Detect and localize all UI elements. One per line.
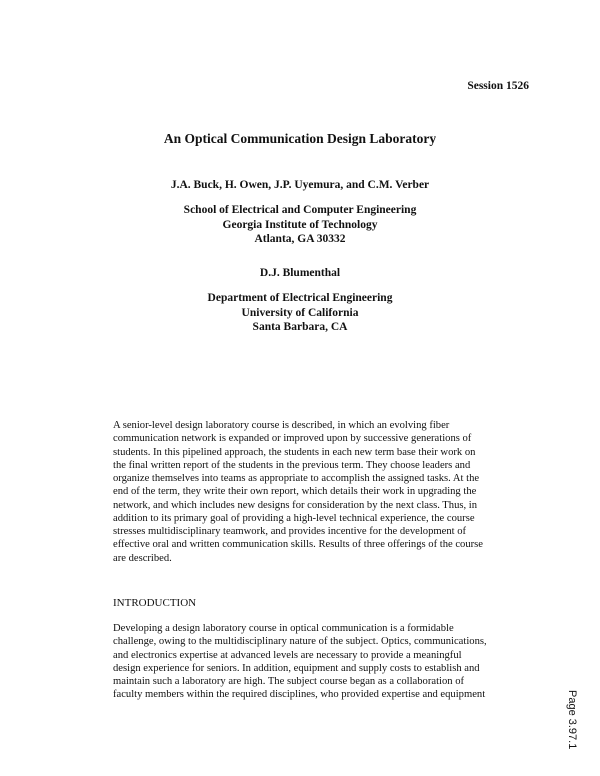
section-heading-introduction: INTRODUCTION [113,597,197,609]
abstract-line: organize themselves into teams as appropriate to accomplish the assigned tasks. At the [113,473,480,484]
intro-line: maintain such a laboratory are high. The subject course began as a collaboration of [113,676,465,687]
abstract-paragraph [113,419,513,565]
abstract-line: the final written report of the students in the previous term. They choose leaders and [113,459,471,471]
authors-secondary: D.J. Blumenthal [259,267,341,279]
affiliation-secondary [0,291,600,335]
authors-primary: J.A. Buck, H. Owen, J.P. Uyemura, and C.M. Verber [170,179,430,191]
abstract-line: A senior-level design laboratory course is described, in which an evolving fiber [113,420,450,431]
affiliation-line: University of California [241,306,359,319]
paper-title: An Optical Communication Design Laboratory [163,131,437,146]
session-number: Session 1526 [467,80,529,92]
abstract-line: end of the term, they write their own report, which details their work in upgrading the [113,486,477,498]
affiliation-primary [0,203,600,247]
intro-line: faculty members within the required disciplines, who provided expertise and equipment [113,689,486,701]
intro-line: and electronics expertise at advanced levels are necessary to provide a meaningful [113,649,462,661]
affiliation-line: School of Electrical and Computer Engineering [183,204,417,216]
introduction-paragraph [113,622,523,702]
abstract-line: students. In this pipelined approach, the students in each new term base their work on [113,446,476,458]
abstract-line: communication network is expanded or improved upon by successive generations of [113,433,472,445]
abstract-line: are described. [113,552,172,564]
affiliation-line: Department of Electrical Engineering [207,292,393,304]
intro-line: challenge, owing to the multidisciplinary nature of the subject. Optics, communications, [113,636,487,648]
abstract-line: stresses multidisciplinary teamwork, and provides incentive for the development of [113,526,467,537]
intro-line: design experience for seniors. In addition, equipment and supply costs to establish and [113,662,480,674]
affiliation-line: Georgia Institute of Technology [222,218,378,231]
page-number: Page 3.97.1 [566,690,578,750]
affiliation-line: Atlanta, GA 30332 [254,233,346,246]
affiliation-line: Santa Barbara, CA [252,321,348,334]
abstract-line: addition to its primary goal of providing a high-level technical experience, the course [113,512,475,524]
intro-line: Developing a design laboratory course in optical communication is a formidable [113,623,454,634]
abstract-line: effective oral and written communication skills. Results of three offerings of the course [113,539,483,551]
abstract-line: network, and which includes new designs for consideration by the next class. Thus, in [113,499,478,511]
